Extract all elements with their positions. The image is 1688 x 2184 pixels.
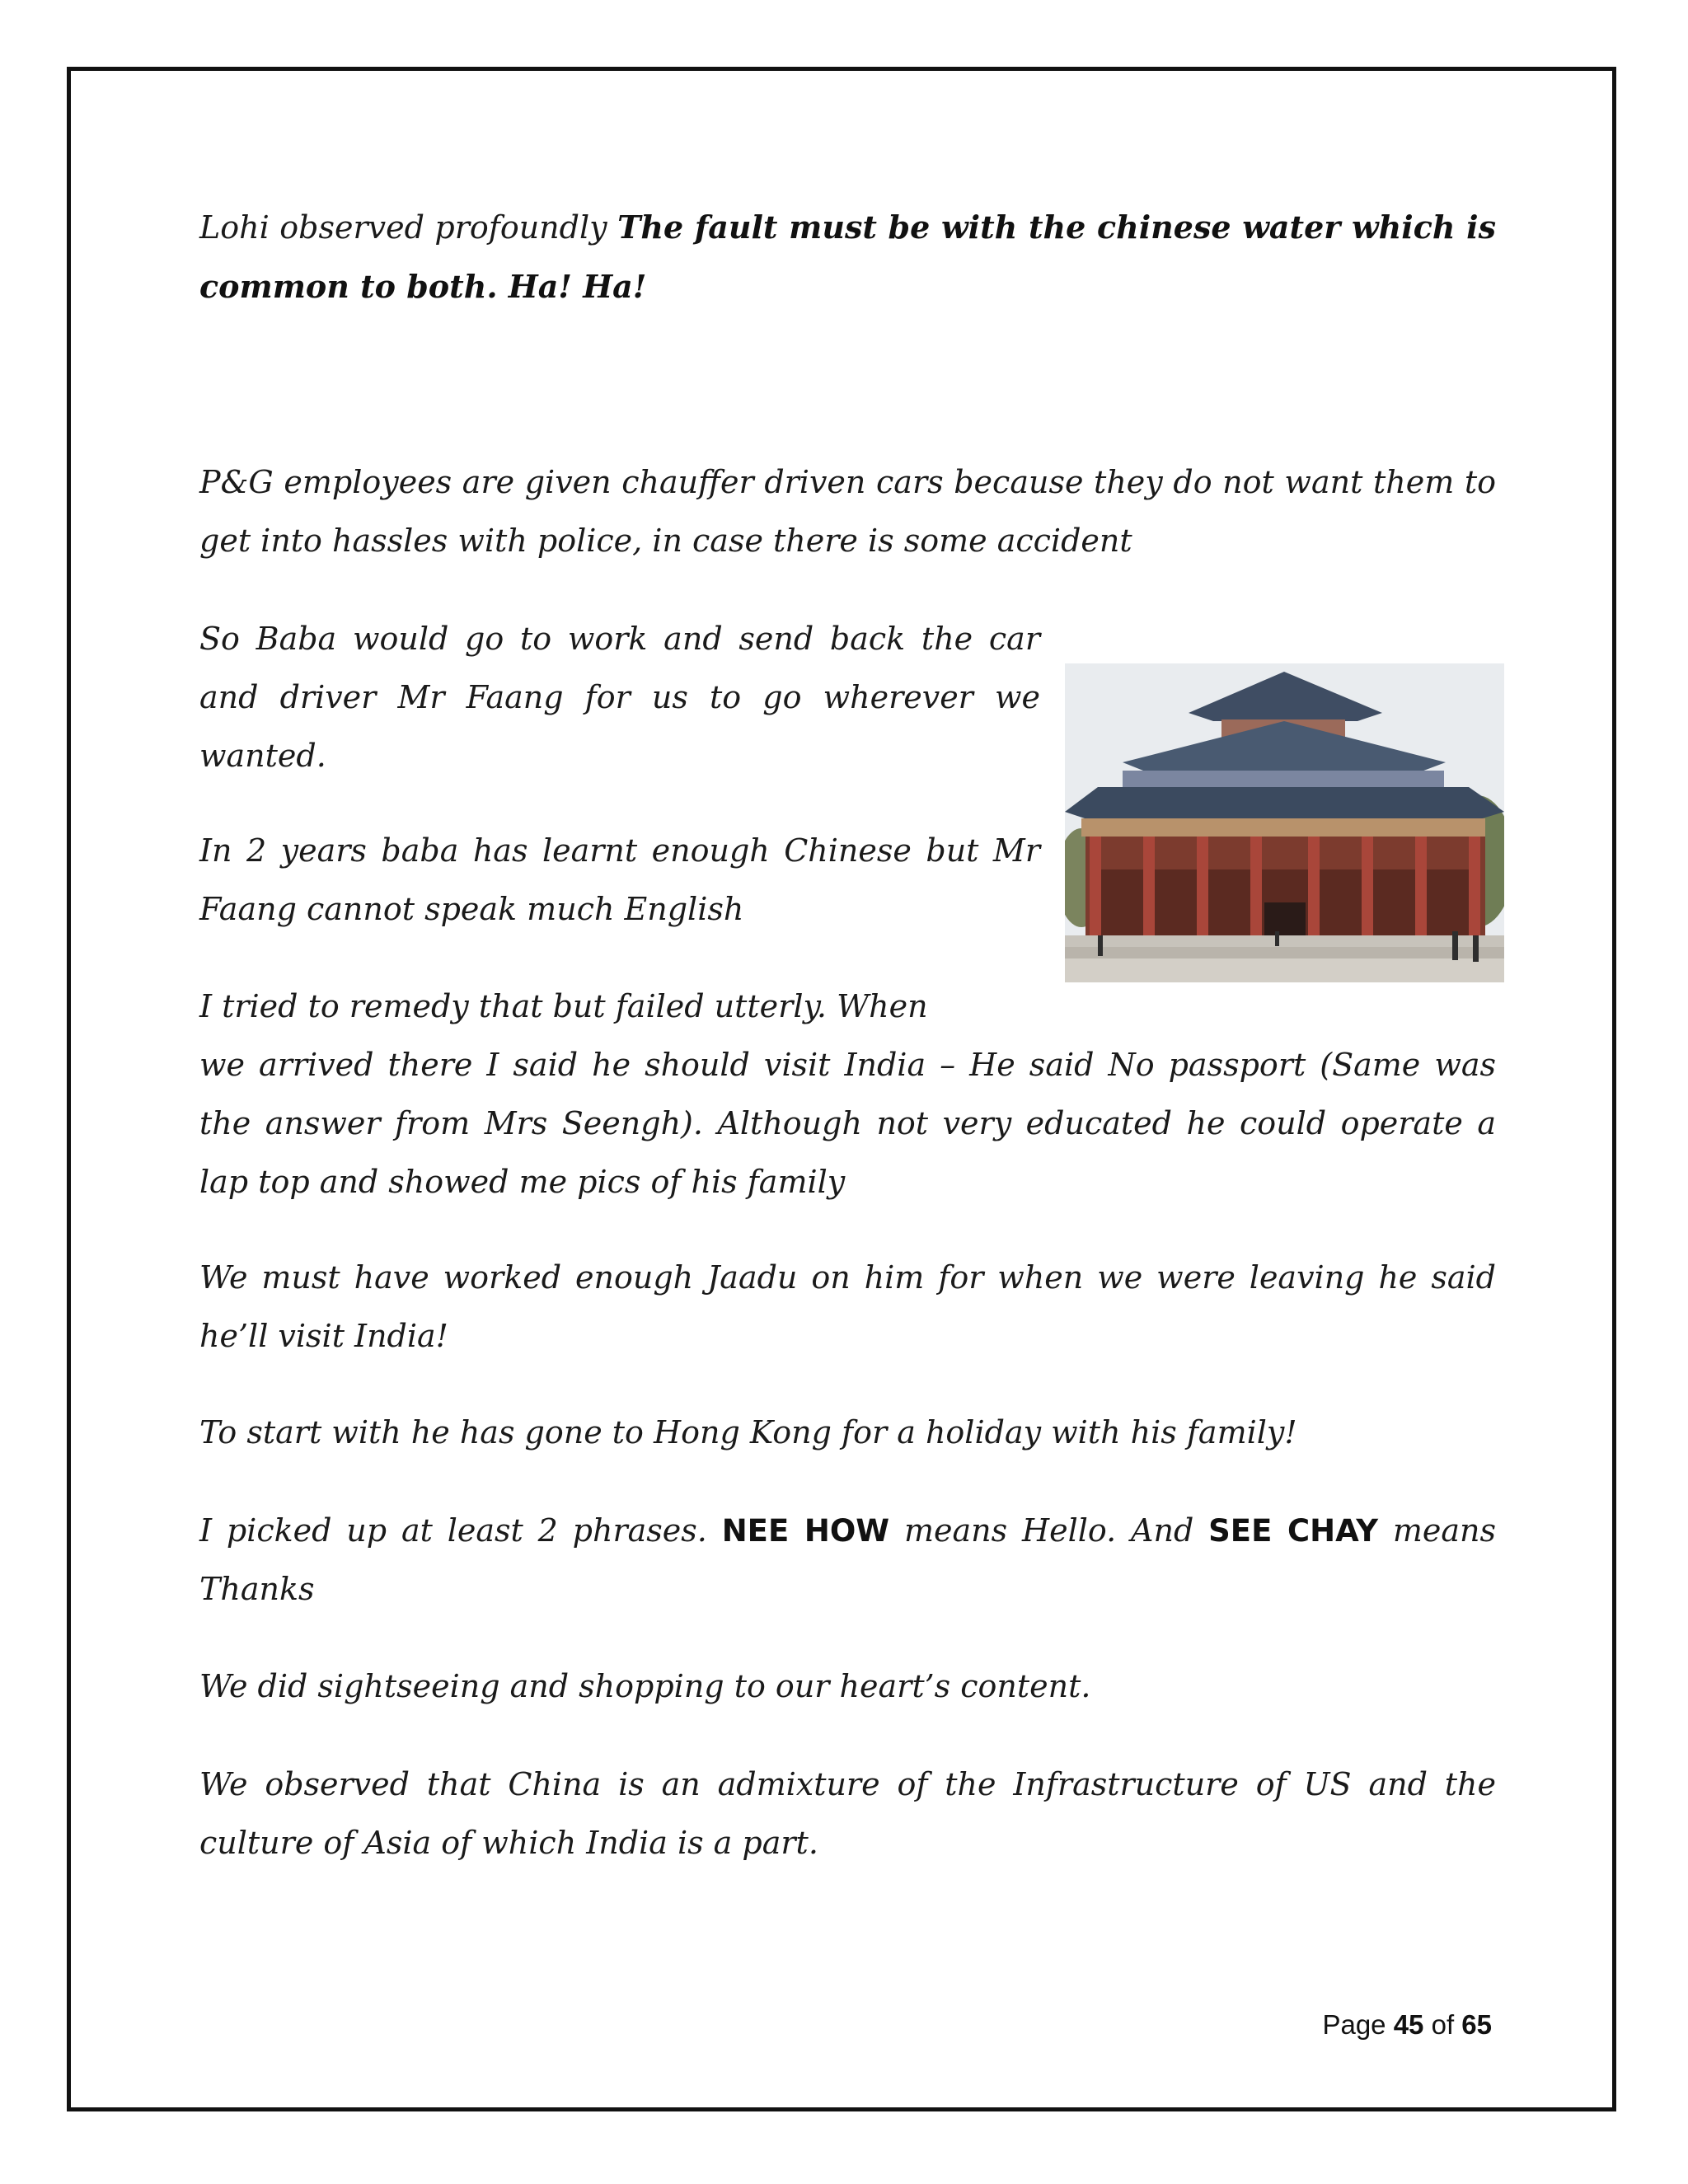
paragraph-2: P&G employees are given chauffer driven cars because they do not want them to get into hassles with police, in case there is some accident [199, 464, 1496, 559]
phrase-see-chay: SEE CHAY [1208, 1513, 1378, 1549]
phrase-nee-how: NEE HOW [721, 1513, 890, 1549]
paragraph-1-quote: The fault must be with the chinese water which is common to both. Ha! Ha! [199, 209, 1496, 305]
paragraph-6: We must have worked enough Jaadu on him for when we were leaving he said he’ll visit India! [199, 1259, 1496, 1354]
current-page-number: 45 [1393, 2009, 1424, 2040]
memorial-hall-photo [1065, 663, 1504, 982]
paragraph-5-first-line: I tried to remedy that but failed utterly. When [199, 988, 928, 1024]
paragraph-4: In 2 years baba has learnt enough Chinese but Mr Faang cannot speak much English [199, 832, 1040, 927]
paragraph-5: we arrived there I said he should visit India – He said No passport (Same was the answer from Mrs Seengh). Although not very educated he could operate a lap top and showed me pics of his family [199, 1047, 1496, 1200]
paragraph-10: We observed that China is an admixture of the Infrastructure of US and the culture of Asia of which India is a part. [199, 1766, 1496, 1861]
paragraph-9: We did sightseeing and shopping to our heart’s content. [199, 1668, 1091, 1704]
paragraph-3: So Baba would go to work and send back the car and driver Mr Faang for us to go wherever we wanted. [199, 621, 1040, 774]
page-label: Page [1322, 2009, 1394, 2040]
paragraph-1 [199, 198, 1496, 316]
paragraph-8-part-c: means Hello. And [889, 1512, 1209, 1549]
paragraph-1-intro: Lohi observed profoundly [199, 209, 618, 246]
paragraph-8-part-e: means Thanks [199, 1512, 1496, 1607]
paragraph-8 [199, 1502, 1496, 1619]
paragraph-7: To start with he has gone to Hong Kong for a holiday with his family! [199, 1414, 1297, 1451]
of-label: of [1423, 2009, 1462, 2040]
page-number-footer [1236, 2009, 1492, 2041]
paragraph-8-part-a: I picked up at least 2 phrases. [199, 1512, 722, 1549]
total-pages-number: 65 [1461, 2009, 1492, 2040]
